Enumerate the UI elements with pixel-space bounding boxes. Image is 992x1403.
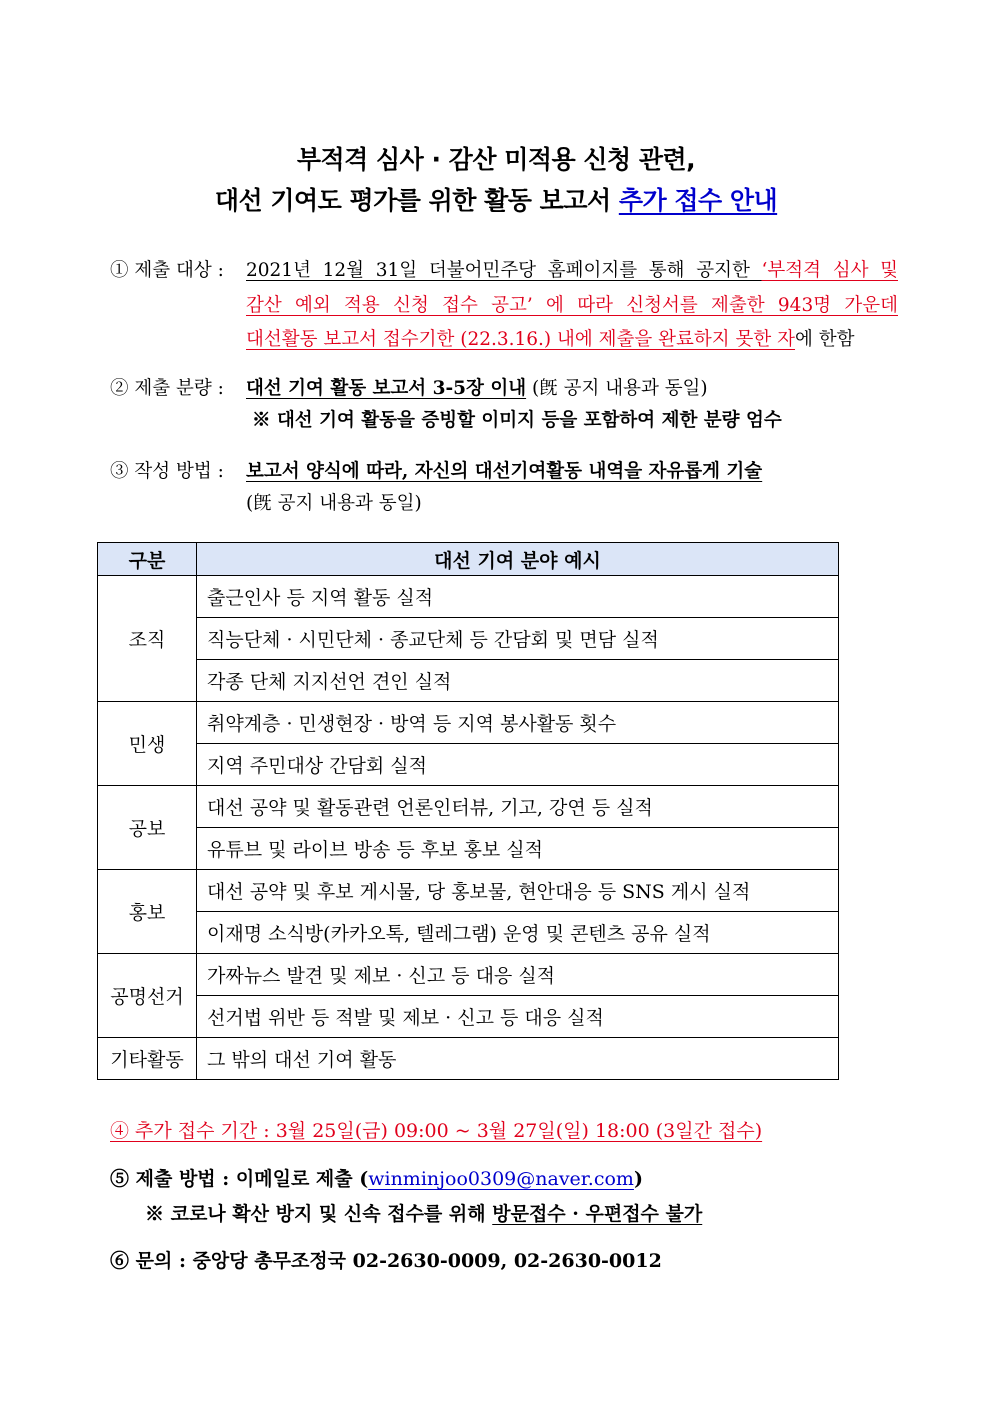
- category-cell: 홍보: [98, 870, 197, 954]
- item3-value: 보고서 양식에 따라, 자신의 대선기여활동 내역을 자유롭게 기술: [246, 461, 763, 482]
- item1-line1: [246, 256, 898, 282]
- email-link[interactable]: winminjoo0309@naver.com: [368, 1168, 634, 1190]
- item3-label: ③ 작성 방법 :: [110, 461, 224, 482]
- example-cell: 지역 주민대상 간담회 실적: [197, 744, 839, 786]
- table-row: [98, 786, 839, 828]
- example-cell: 취약계층 · 민생현장 · 방역 등 지역 봉사활동 횟수: [197, 702, 839, 744]
- title-line2-text: 대선 기여도 평가를 위한 활동 보고서: [214, 186, 619, 215]
- table-row: [98, 702, 839, 744]
- item2-label: ② 제출 분량 :: [110, 378, 224, 399]
- item1-line3-tail: 에 한함: [795, 329, 855, 350]
- item1-label: ① 제출 대상 :: [110, 260, 224, 281]
- item2-line: [246, 374, 708, 400]
- item1-line2-red: 감산 예외 적용 신청 접수 공고’ 에 따라 신청서를 제출한 943명 가운데: [246, 295, 898, 316]
- document-title-line1: 부적격 심사 · 감산 미적용 신청 관련,: [296, 145, 696, 174]
- example-cell: 유튜브 및 라이브 방송 등 후보 홍보 실적: [197, 828, 839, 870]
- table-row: [98, 954, 839, 996]
- example-cell: 가짜뉴스 발견 및 제보 · 신고 등 대응 실적: [197, 954, 839, 996]
- item1-line2: [246, 291, 898, 317]
- document-title-line2: [0, 181, 992, 217]
- item5-label: ⑤ 제출 방법 : 이메일로 제출 (: [110, 1168, 369, 1190]
- item5-remark: [145, 1199, 702, 1226]
- item1-line1-red: ‘부적격 심사 및: [761, 260, 898, 281]
- title-highlight: 추가 접수 안내: [618, 186, 778, 215]
- item2-value: 대선 기여 활동 보고서 3-5장 이내: [246, 378, 527, 399]
- example-cell: 대선 공약 및 후보 게시물, 당 홍보물, 현안대응 등 SNS 게시 실적: [197, 870, 839, 912]
- item3-note: (旣 공지 내용과 동일): [246, 493, 422, 514]
- example-cell: 이재명 소식방(카카오톡, 텔레그램) 운영 및 콘텐츠 공유 실적: [197, 912, 839, 954]
- header-category: 구분: [98, 543, 197, 576]
- example-cell: 그 밖의 대선 기여 활동: [197, 1038, 839, 1080]
- item4-period: ④ 추가 접수 기간 : 3월 25일(금) 09:00 ~ 3월 27일(일) 18:00 (3일간 접수): [110, 1120, 763, 1142]
- table-row: [98, 744, 839, 786]
- table-row: [98, 1038, 839, 1080]
- item1-line3-red: 대선활동 보고서 접수기한 (22.3.16.) 내에 제출을 완료하지 못한 자: [246, 329, 796, 350]
- examples-table: [97, 542, 839, 1080]
- header-examples: 대선 기여 분야 예시: [197, 543, 839, 576]
- table-row: [98, 870, 839, 912]
- item2-remark: ※ 대선 기여 활동을 증빙할 이미지 등을 포함하여 제한 분량 엄수: [252, 410, 782, 431]
- item2-note: (旣 공지 내용과 동일): [526, 378, 708, 399]
- item5-close: ): [633, 1168, 643, 1190]
- table-row: [98, 996, 839, 1038]
- table-row: [98, 618, 839, 660]
- table-header-row: [98, 543, 839, 576]
- item1-line3: [246, 325, 855, 351]
- table-row: [98, 576, 839, 618]
- category-cell: 민생: [98, 702, 197, 786]
- example-cell: 각종 단체 지지선언 견인 실적: [197, 660, 839, 702]
- item1-line1-black: 2021년 12월 31일 더불어민주당 홈페이지를 통해 공지한: [246, 260, 762, 281]
- example-cell: 직능단체 · 시민단체 · 종교단체 등 간담회 및 면담 실적: [197, 618, 839, 660]
- example-cell: 대선 공약 및 활동관련 언론인터뷰, 기고, 강연 등 실적: [197, 786, 839, 828]
- category-cell: 조직: [98, 576, 197, 702]
- item5-remark-text: ※ 코로나 확산 방지 및 신속 접수를 위해: [145, 1203, 493, 1225]
- category-cell: 공명선거: [98, 954, 197, 1038]
- example-cell: 선거법 위반 등 적발 및 제보 · 신고 등 대응 실적: [197, 996, 839, 1038]
- category-cell: 공보: [98, 786, 197, 870]
- table-row: [98, 828, 839, 870]
- item5-line: [110, 1164, 643, 1191]
- category-cell: 기타활동: [98, 1038, 197, 1080]
- table-row: [98, 912, 839, 954]
- table-row: [98, 660, 839, 702]
- item5-remark-underlined: 방문접수 · 우편접수 불가: [492, 1203, 703, 1225]
- example-cell: 출근인사 등 지역 활동 실적: [197, 576, 839, 618]
- item6-contact: ⑥ 문의 : 중앙당 총무조정국 02-2630-0009, 02-2630-0012: [110, 1250, 662, 1272]
